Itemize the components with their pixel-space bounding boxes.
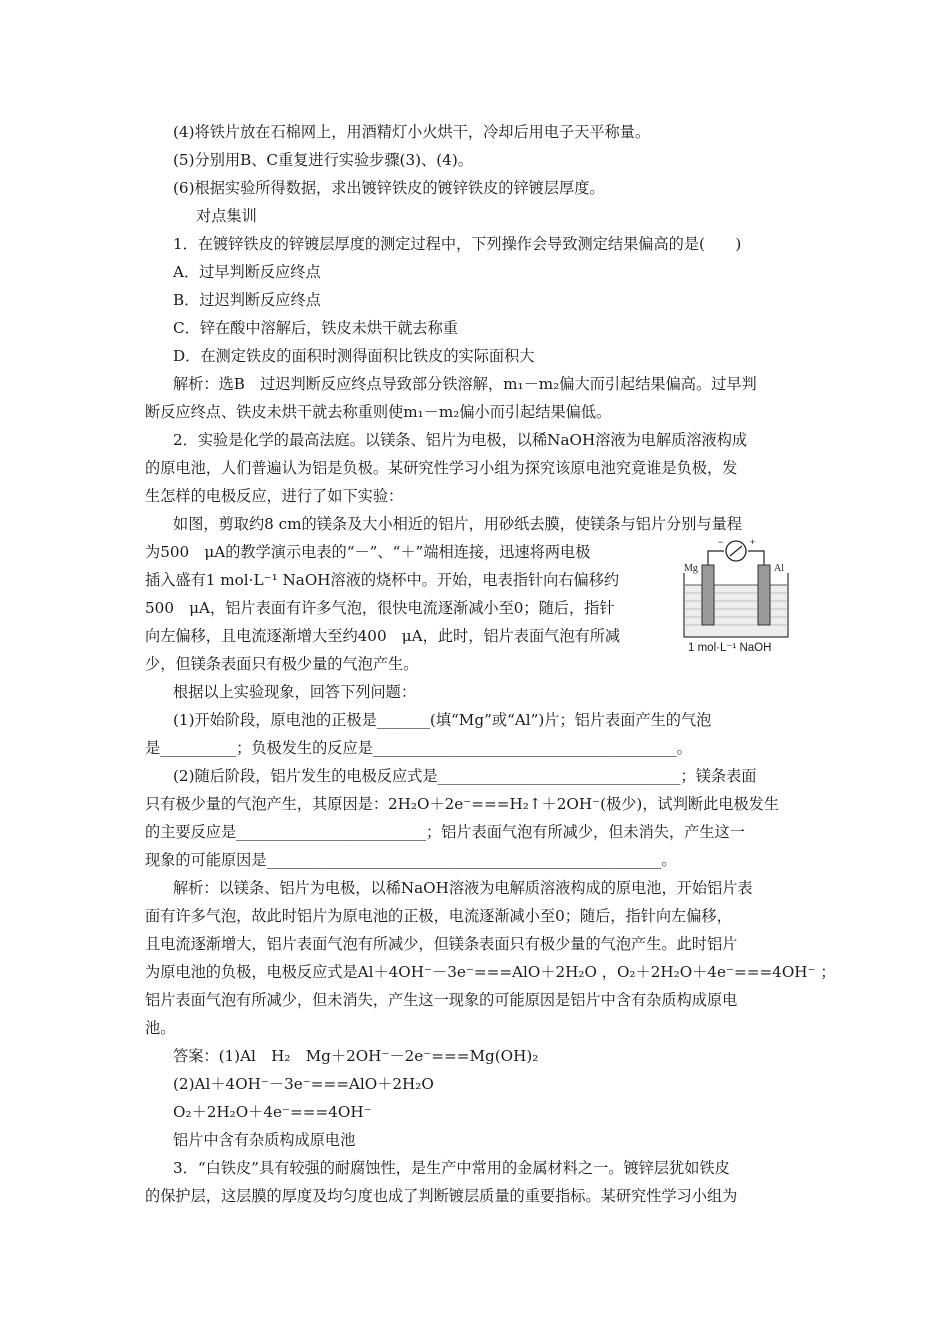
question-part-2: 只有极少量的气泡产生，其原因是：2H₂O＋2e⁻===H₂↑＋2OH⁻(极少)，试判断此电极发生	[145, 795, 780, 813]
text-line: 少，但镁条表面只有极少量的气泡产生。	[145, 655, 419, 673]
galvanic-cell-diagram	[680, 537, 792, 641]
question-part-1: (1)开始阶段，原电池的正极是_______(填“Mg”或“Al”)片；铝片表面产生的气泡	[173, 711, 712, 729]
answer-text: O₂＋2H₂O＋4e⁻===4OH⁻	[173, 1103, 372, 1121]
question-part-2: (2)随后阶段，铝片发生的电极反应式是________________________________；镁条表面	[173, 767, 757, 785]
galvanic-cell-figure	[680, 537, 792, 657]
mg-label: Mg	[684, 563, 698, 574]
answer-text: (2)Al＋4OH⁻－3e⁻===AlO＋2H₂O	[173, 1075, 434, 1093]
text-line: 生怎样的电极反应，进行了如下实验：	[145, 487, 404, 505]
text-line: (6)根据实验所得数据，求出镀锌铁皮的镀锌铁皮的锌镀层厚度。	[173, 179, 605, 197]
figure-caption: 1 mol·L⁻¹ NaOH	[688, 642, 772, 654]
analysis-text: 面有许多气泡，故此时铝片为原电池的正极，电流逐渐减小至0；随后，指针向左偏移，	[145, 907, 732, 925]
option-d: D．在测定铁皮的面积时测得面积比铁皮的实际面积大	[173, 347, 535, 365]
analysis-text: 解析：以镁条、铝片为电极，以稀NaOH溶液为电解质溶液构成的原电池，开始铝片表	[173, 879, 753, 897]
analysis-text: 为原电池的负极，电极反应式是Al＋4OH⁻－3e⁻===AlO＋2H₂O ，O₂＋2H₂O＋4e⁻===4OH⁻ ；	[145, 963, 836, 981]
question-stem: 1．在镀锌铁皮的锌镀层厚度的测定过程中，下列操作会导致测定结果偏高的是( )	[173, 235, 742, 253]
text-line: 的保护层，这层膜的厚度及均匀度也成了判断镀层质量的重要指标。某研究性学习小组为	[145, 1187, 738, 1205]
al-label: Al	[774, 563, 784, 574]
analysis-text: 池。	[145, 1019, 176, 1037]
text-line: 根据以上实验现象，回答下列问题：	[173, 683, 416, 701]
question-part-1: 是__________；负极发生的反应是________________________________________。	[145, 739, 692, 757]
analysis-text: 解析：选B 过迟判断反应终点导致部分铁溶解，m₁－m₂偏大而引起结果偏高。过早判	[173, 375, 757, 393]
text-line: 插入盛有1 mol·L⁻¹ NaOH溶液的烧杯中。开始，电表指针向右偏移约	[145, 571, 620, 589]
plus-terminal: +	[750, 537, 756, 547]
text-line: 向左偏移，且电流逐渐增大至约400 μA，此时，铝片表面气泡有所减	[145, 627, 621, 645]
al-electrode	[758, 565, 770, 625]
question-part-2: 现象的可能原因是____________________________________________________。	[145, 851, 677, 869]
text-line: (4)将铁片放在石棉网上，用酒精灯小火烘干，冷却后用电子天平称量。	[173, 123, 651, 141]
option-a: A．过早判断反应终点	[173, 263, 321, 281]
option-c: C．锌在酸中溶解后，铁皮未烘干就去称重	[173, 319, 458, 337]
minus-terminal: −	[718, 537, 724, 547]
question-stem: 3．“白铁皮”具有较强的耐腐蚀性，是生产中常用的金属材料之一。镀锌层犹如铁皮	[173, 1159, 730, 1177]
text-line: (5)分别用B、C重复进行实验步骤(3)、(4)。	[173, 151, 473, 169]
analysis-text: 铝片表面气泡有所减少，但未消失，产生这一现象的可能原因是铝片中含有杂质构成原电	[145, 991, 738, 1009]
question-part-2: 的主要反应是_________________________；铝片表面气泡有所减少，但未消失，产生这一	[145, 823, 745, 841]
option-b: B．过迟判断反应终点	[173, 291, 321, 309]
question-stem: 2．实验是化学的最高法庭。以镁条、铝片为电极，以稀NaOH溶液为电解质溶液构成	[173, 431, 748, 449]
answer-text: 答案：(1)Al H₂ Mg＋2OH⁻－2e⁻===Mg(OH)₂	[173, 1047, 539, 1065]
text-line: 如图，剪取约8 cm的镁条及大小相近的铝片，用砂纸去膜，使镁条与铝片分别与量程	[173, 515, 742, 533]
answer-text: 铝片中含有杂质构成原电池	[173, 1131, 356, 1149]
text-line: 为500 μA的教学演示电表的“－”、“＋”端相连接，迅速将两电极	[145, 543, 591, 561]
analysis-text: 断反应终点、铁皮未烘干就去称重则使m₁－m₂偏小而引起结果偏低。	[145, 403, 612, 421]
text-line: 的原电池，人们普遍认为铝是负极。某研究性学习小组为探究该原电池究竟谁是负极，发	[145, 459, 738, 477]
text-line: 500 μA，铝片表面有许多气泡，很快电流逐渐减小至0；随后，指针	[145, 599, 615, 617]
mg-electrode	[702, 565, 714, 625]
section-heading: 对点集训	[196, 207, 257, 225]
analysis-text: 且电流逐渐增大，铝片表面气泡有所减少，但镁条表面只有极少量的气泡产生。此时铝片	[145, 935, 738, 953]
